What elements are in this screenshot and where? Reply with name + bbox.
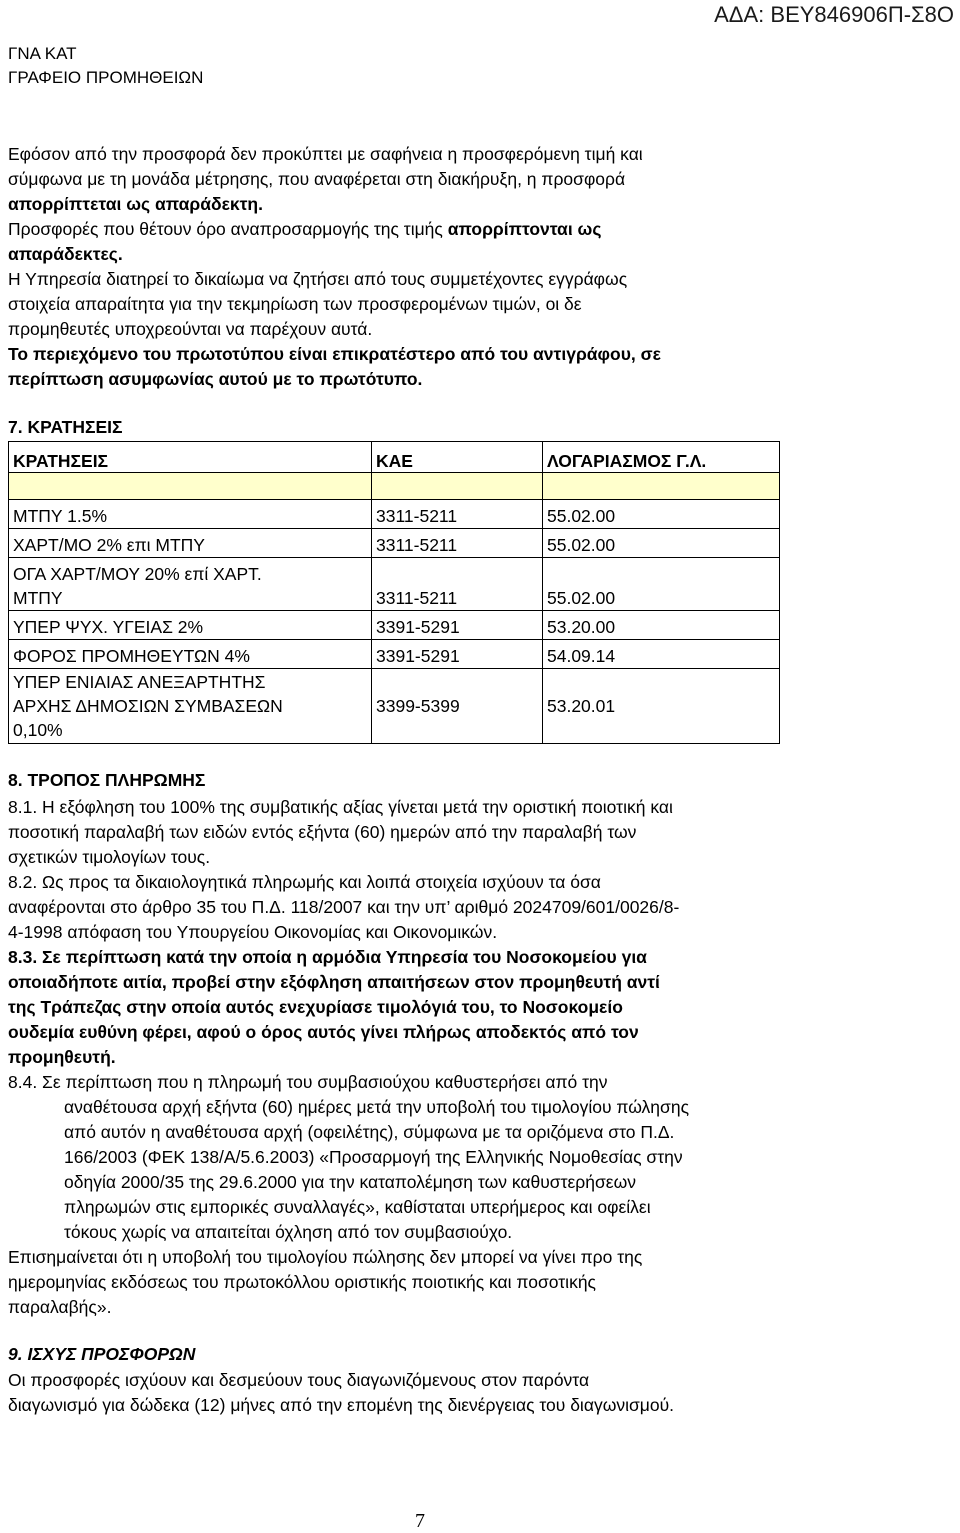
text-line: παραλαβής».	[8, 1297, 112, 1317]
kae-code: 3311-5211	[372, 558, 543, 611]
section-9-title: 9. ΙΣΧΥΣ ΠΡΟΣΦΟΡΩΝ	[8, 1344, 196, 1364]
text-line: 4-1998 απόφαση του Υπουργείου Οικονομίας και Οικονομικών.	[8, 922, 498, 942]
text-line: από αυτόν η αναθέτουσα αρχή (οφειλέτης), σύμφωνα με τα οριζόμενα στο Π.Δ.	[64, 1122, 675, 1142]
account-code: 54.09.14	[543, 640, 780, 669]
text-line: ποσοτική παραλαβή των ειδών εντός εξήντα (60) ημερών από την παραλαβή των	[8, 822, 637, 842]
org-name: ΓΝΑ ΚΑΤ	[8, 44, 77, 63]
account-code: 55.02.00	[543, 500, 780, 529]
deduction-name: ΟΓΑ ΧΑΡΤ/ΜΟΥ 20% επί ΧΑΡΤ. ΜΤΠΥ	[9, 558, 372, 611]
text-line: 166/2003 (ΦΕΚ 138/Α/5.6.2003) «Προσαρμογή της Ελληνικής Νομοθεσίας στην	[64, 1147, 683, 1167]
kae-code: 3311-5211	[372, 529, 543, 558]
table-row	[9, 640, 780, 669]
intro-line: απορρίπτεται ως απαράδεκτη.	[8, 194, 263, 214]
payment-note	[8, 1245, 642, 1320]
intro-line: απαράδεκτες.	[8, 244, 123, 264]
section-7-title: 7. ΚΡΑΤΗΣΕΙΣ	[8, 417, 123, 437]
table-spacer-row	[9, 473, 780, 500]
text-line: Οι προσφορές ισχύουν και δεσμεύουν τους διαγωνιζόμενους στον παρόντα	[8, 1370, 590, 1390]
text-line: οποιαδήποτε αιτία, προβεί στην εξόφληση απαιτήσεων στον προμηθευτή αντί	[8, 972, 660, 992]
text-line: 8.4. Σε περίπτωση που η πληρωμή του συμβασιούχου καθυστερήσει από την	[8, 1072, 608, 1092]
kae-code: 3311-5211	[372, 500, 543, 529]
text-line: τόκους χωρίς να απαιτείται όχληση από τον συμβασιούχο.	[64, 1222, 513, 1242]
text-line: προμηθευτή.	[8, 1047, 116, 1067]
section-8-title: 8. ΤΡΟΠΟΣ ΠΛΗΡΩΜΗΣ	[8, 770, 206, 790]
table-row	[9, 529, 780, 558]
text-line: αναφέρονται στο άρθρο 35 του Π.Δ. 118/2007 και την υπ’ αριθμό 2024709/601/0026/8-	[8, 897, 680, 917]
intro-line: στοιχεία απαραίτητα για την τεκμηρίωση των προσφερομένων τιμών, οι δε	[8, 294, 582, 314]
deduction-name: ΦΟΡΟΣ ΠΡΟΜΗΘΕΥΤΩΝ 4%	[9, 640, 372, 669]
text-line: ημερομηνίας εκδόσεως του πρωτοκόλλου οριστικής ποιοτικής και ποσοτικής	[8, 1272, 596, 1292]
deduction-name: ΜΤΠΥ 1.5%	[9, 500, 372, 529]
deduction-name: ΥΠΕΡ ΕΝΙΑΙΑΣ ΑΝΕΞΑΡΤΗΤΗΣ ΑΡΧΗΣ ΔΗΜΟΣΙΩΝ ΣΥΜΒΑΣΕΩΝ 0,10%	[9, 669, 372, 744]
text-line: σχετικών τιμολογίων τους.	[8, 847, 211, 867]
text-line: 8.2. Ως προς τα δικαιολογητικά πληρωμής και λοιπά στοιχεία ισχύουν τα όσα	[8, 872, 601, 892]
kae-code: 3391-5291	[372, 611, 543, 640]
payment-paragraph-indented	[64, 1095, 689, 1245]
text-line: ουδεμία ευθύνη φέρει, αφού ο όρος αυτός γίνει πλήρως αποδεκτός από τον	[8, 1022, 639, 1042]
intro-line: Η Υπηρεσία διατηρεί το δικαίωμα να ζητήσει από τους συμμετέχοντες εγγράφως	[8, 269, 628, 289]
text-line: πληρωμών στις εμπορικές συναλλαγές», καθίσταται υπερήμερος και οφείλει	[64, 1197, 651, 1217]
org-header	[8, 42, 203, 90]
kae-code: 3399-5399	[372, 669, 543, 744]
intro-line: Προσφορές που θέτουν όρο αναπροσαρμογής της τιμής απορρίπτονται ως	[8, 219, 602, 239]
page-number: 7	[415, 1510, 425, 1532]
table-row	[9, 611, 780, 640]
text-line: Επισημαίνεται ότι η υποβολή του τιμολογίου πώλησης δεν μπορεί να γίνει προ της	[8, 1247, 643, 1267]
intro-line: περίπτωση ασυμφωνίας αυτού με το πρωτότυπο.	[8, 369, 423, 389]
account-code: 55.02.00	[543, 558, 780, 611]
kae-code: 3391-5291	[372, 640, 543, 669]
text-line: αναθέτουσα αρχή εξήντα (60) ημέρες μετά την υποβολή του τιμολογίου πώλησης	[64, 1097, 690, 1117]
text-line: 8.3. Σε περίπτωση κατά την οποία η αρμόδια Υπηρεσία του Νοσοκομείου για	[8, 947, 647, 967]
intro-text	[8, 142, 661, 392]
deductions-table	[8, 441, 780, 744]
text-line: οδηγία 2000/35 της 29.6.2000 για την καταπολέμηση των καθυστερήσεων	[64, 1172, 637, 1192]
intro-line: Το περιεχόμενο του πρωτοτύπου είναι επικρατέστερο από του αντιγράφου, σε	[8, 344, 661, 364]
deduction-name: ΧΑΡΤ/ΜΟ 2% επι ΜΤΠΥ	[9, 529, 372, 558]
table-row	[9, 558, 780, 611]
account-code: 53.20.01	[543, 669, 780, 744]
text-line: της Τράπεζας στην οποία αυτός ενεχυρίασε τιμολόγιά του, το Νοσοκομείο	[8, 997, 623, 1017]
column-header: ΛΟΓΑΡΙΑΣΜΟΣ Γ.Λ.	[543, 442, 780, 473]
intro-line: Εφόσον από την προσφορά δεν προκύπτει με σαφήνεια η προσφερόμενη τιμή και	[8, 144, 643, 164]
ada-code: ΑΔΑ: ΒΕΥ846906Π-Σ8Ο	[714, 2, 954, 27]
text-line: 8.1. Η εξόφληση του 100% της συμβατικής αξίας γίνεται μετά την οριστική ποιοτική και	[8, 797, 673, 817]
intro-line: προμηθευτές υποχρεούνται να παρέχουν αυτά.	[8, 319, 373, 339]
intro-line: σύμφωνα με τη μονάδα μέτρησης, που αναφέρεται στη διακήρυξη, η προσφορά	[8, 169, 626, 189]
text-line: διαγωνισμό για δώδεκα (12) μήνες από την επομένη της διενέργειας του διαγωνισμού.	[8, 1395, 675, 1415]
column-header: ΚΡΑΤΗΣΕΙΣ	[9, 442, 372, 473]
table-row	[9, 669, 780, 744]
deduction-name: ΥΠΕΡ ΨΥΧ. ΥΓΕΙΑΣ 2%	[9, 611, 372, 640]
account-code: 53.20.00	[543, 611, 780, 640]
payment-paragraphs	[8, 795, 679, 1095]
table-header-row	[9, 442, 780, 473]
account-code: 55.02.00	[543, 529, 780, 558]
table-row	[9, 500, 780, 529]
office-name: ΓΡΑΦΕΙΟ ΠΡΟΜΗΘΕΙΩΝ	[8, 68, 204, 87]
validity-text	[8, 1368, 674, 1418]
column-header: ΚΑΕ	[372, 442, 543, 473]
